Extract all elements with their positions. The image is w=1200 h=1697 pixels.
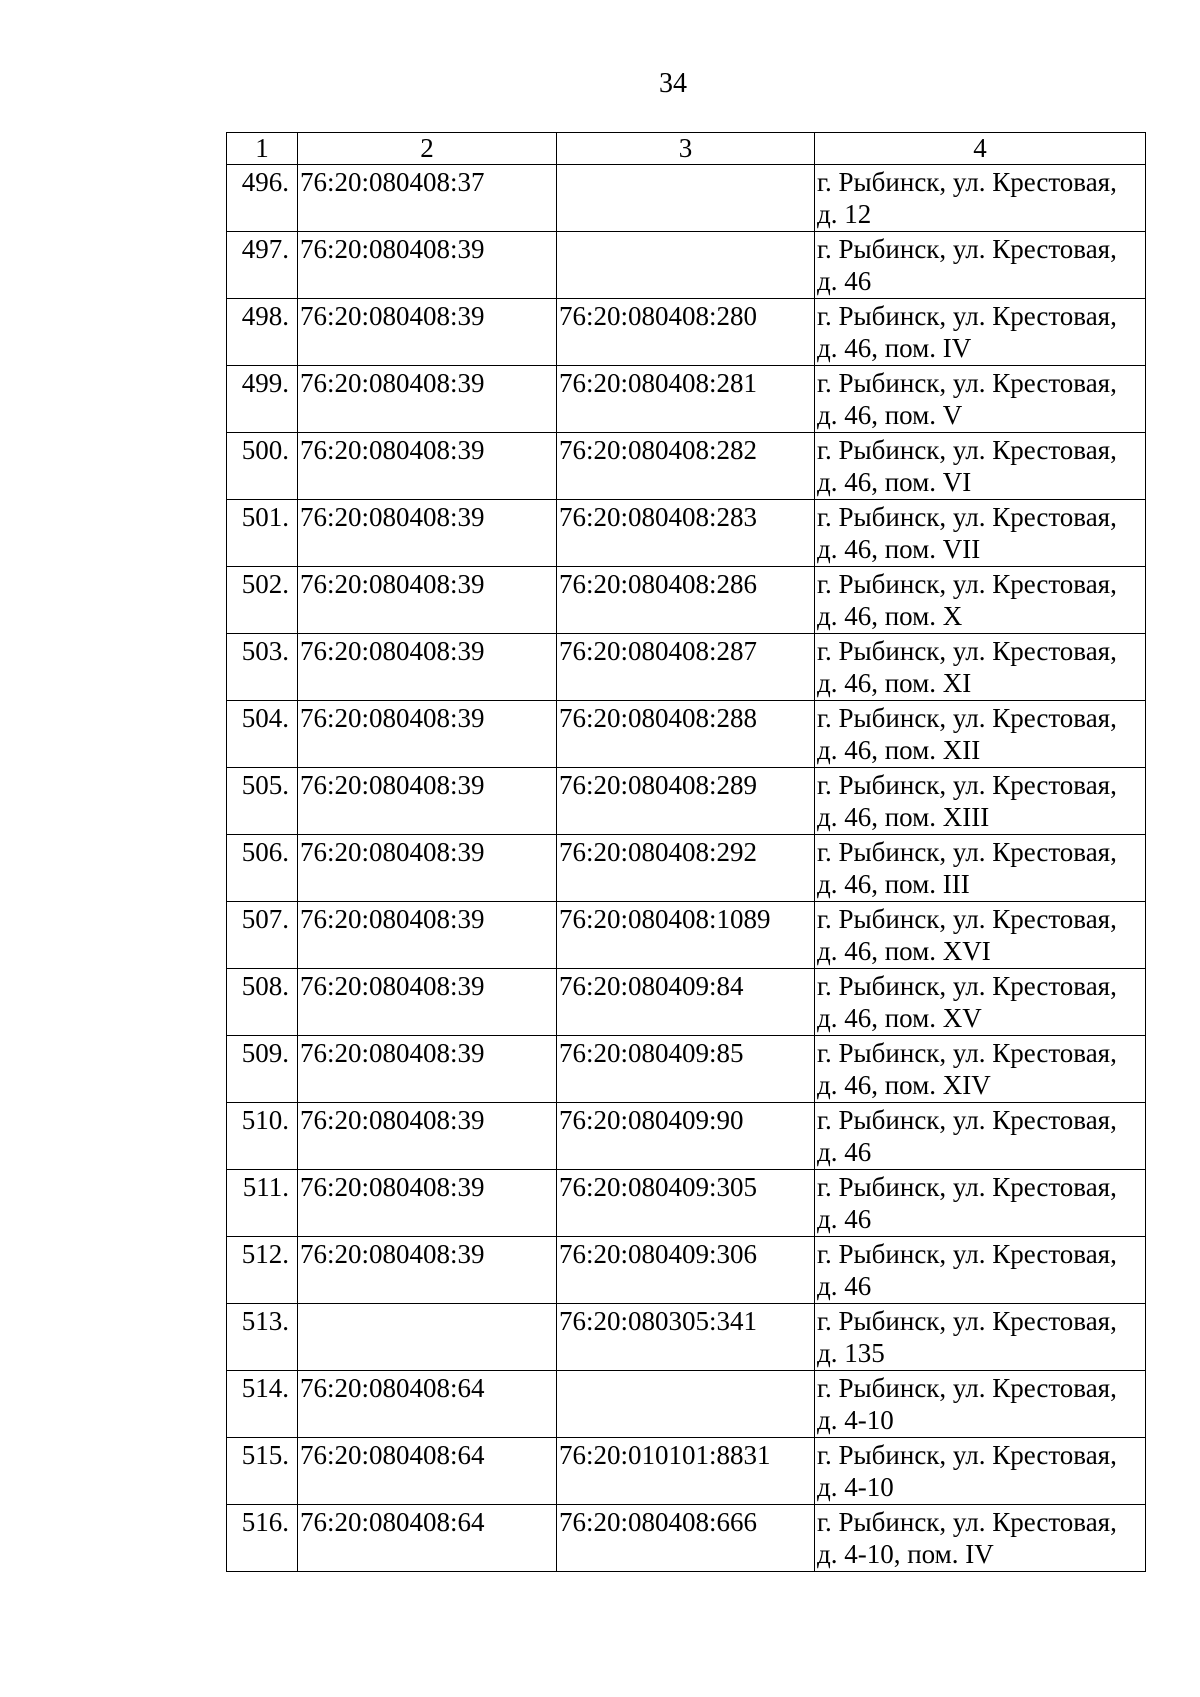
table-row (227, 1438, 1146, 1505)
premises-cadastral-number-cell (557, 1438, 815, 1505)
column-header-1: 1 (227, 133, 298, 165)
cadastral-number-cell-text: 76:20:080408:64 (300, 1507, 485, 1537)
table-row (227, 634, 1146, 701)
premises-cadastral-number-cell (557, 1170, 815, 1237)
cadastral-number-cell-text: 76:20:080408:39 (300, 1172, 485, 1202)
table-row (227, 1103, 1146, 1170)
premises-cadastral-number-cell (557, 1036, 815, 1103)
premises-cadastral-number-cell (557, 500, 815, 567)
address-cell (815, 1438, 1146, 1505)
premises-cadastral-number-cell (557, 232, 815, 299)
address-cell-text: г. Рыбинск, ул. Крестовая, д. 4-10 (817, 1373, 1117, 1435)
address-cell (815, 1036, 1146, 1103)
table-body (227, 133, 1146, 1572)
row-number-cell-text: 498. (241, 301, 289, 331)
cadastral-number-cell (298, 969, 557, 1036)
address-cell (815, 165, 1146, 232)
table-row (227, 1170, 1146, 1237)
address-cell-text: г. Рыбинск, ул. Крестовая, д. 4-10, пом. IV (817, 1507, 1117, 1569)
table-row (227, 366, 1146, 433)
row-number-cell (227, 232, 298, 299)
address-cell (815, 902, 1146, 969)
row-number-cell-text: 513. (241, 1306, 289, 1336)
address-cell (815, 500, 1146, 567)
row-number-cell (227, 1371, 298, 1438)
premises-cadastral-number-cell-text: 76:20:080409:85 (559, 1038, 744, 1068)
cadastral-number-cell-text: 76:20:080408:39 (300, 435, 485, 465)
row-number-cell (227, 902, 298, 969)
address-cell (815, 969, 1146, 1036)
address-cell-text: г. Рыбинск, ул. Крестовая, д. 46 (817, 234, 1117, 296)
premises-cadastral-number-cell-text: 76:20:080409:84 (559, 971, 744, 1001)
address-cell (815, 1304, 1146, 1371)
premises-cadastral-number-cell-text: 76:20:080409:306 (559, 1239, 758, 1269)
cadastral-number-cell-text: 76:20:080408:39 (300, 904, 485, 934)
cadastral-number-cell (298, 1505, 557, 1572)
cadastral-number-cell-text: 76:20:080408:37 (300, 167, 485, 197)
address-cell (815, 701, 1146, 768)
premises-cadastral-number-cell (557, 366, 815, 433)
row-number-cell-text: 516. (241, 1507, 289, 1537)
cadastral-number-cell (298, 1304, 557, 1371)
row-number-cell-text: 496. (241, 167, 289, 197)
table-row (227, 1371, 1146, 1438)
cadastral-number-cell-text: 76:20:080408:64 (300, 1440, 485, 1470)
premises-cadastral-number-cell (557, 1237, 815, 1304)
row-number-cell-text: 502. (241, 569, 289, 599)
row-number-cell (227, 366, 298, 433)
cadastral-number-cell-text: 76:20:080408:39 (300, 1038, 485, 1068)
address-cell (815, 567, 1146, 634)
table-row (227, 165, 1146, 232)
row-number-cell-text: 504. (241, 703, 289, 733)
row-number-cell-text: 497. (241, 234, 289, 264)
address-cell (815, 1237, 1146, 1304)
cadastral-number-cell (298, 165, 557, 232)
premises-cadastral-number-cell-text: 76:20:080408:288 (559, 703, 758, 733)
address-cell-text: г. Рыбинск, ул. Крестовая, д. 46 (817, 1105, 1117, 1167)
premises-cadastral-number-cell-text: 76:20:080408:1089 (559, 904, 771, 934)
cadastral-number-cell (298, 232, 557, 299)
address-cell (815, 1170, 1146, 1237)
table-row (227, 835, 1146, 902)
table-row (227, 299, 1146, 366)
column-header-3: 3 (557, 133, 815, 165)
cadastral-number-cell (298, 902, 557, 969)
row-number-cell (227, 1036, 298, 1103)
table-row (227, 768, 1146, 835)
row-number-cell-text: 512. (241, 1239, 289, 1269)
row-number-cell-text: 499. (241, 368, 289, 398)
column-header-2: 2 (298, 133, 557, 165)
cadastral-number-cell (298, 701, 557, 768)
premises-cadastral-number-cell-text: 76:20:080408:282 (559, 435, 758, 465)
row-number-cell (227, 1438, 298, 1505)
address-cell (815, 835, 1146, 902)
cadastral-number-cell (298, 1170, 557, 1237)
cadastral-number-cell (298, 1237, 557, 1304)
row-number-cell-text: 503. (241, 636, 289, 666)
premises-cadastral-number-cell (557, 1103, 815, 1170)
address-cell-text: г. Рыбинск, ул. Крестовая, д. 46, пом. III (817, 837, 1117, 899)
row-number-cell (227, 1237, 298, 1304)
row-number-cell-text: 507. (241, 904, 289, 934)
premises-cadastral-number-cell-text: 76:20:080408:666 (559, 1507, 758, 1537)
premises-cadastral-number-cell (557, 902, 815, 969)
data-table (226, 132, 1146, 1572)
cadastral-number-cell-text: 76:20:080408:39 (300, 569, 485, 599)
row-number-cell (227, 1103, 298, 1170)
cadastral-number-cell (298, 1438, 557, 1505)
address-cell (815, 768, 1146, 835)
row-number-cell-text: 506. (241, 837, 289, 867)
premises-cadastral-number-cell (557, 165, 815, 232)
row-number-cell-text: 508. (241, 971, 289, 1001)
cadastral-number-cell-text: 76:20:080408:39 (300, 234, 485, 264)
table-row (227, 567, 1146, 634)
premises-cadastral-number-cell-text: 76:20:080409:305 (559, 1172, 758, 1202)
cadastral-number-cell (298, 567, 557, 634)
cadastral-number-cell-text: 76:20:080408:39 (300, 1105, 485, 1135)
row-number-cell-text: 509. (241, 1038, 289, 1068)
cadastral-number-cell-text: 76:20:080408:39 (300, 703, 485, 733)
address-cell (815, 1103, 1146, 1170)
column-header-4: 4 (815, 133, 1146, 165)
row-number-cell (227, 969, 298, 1036)
address-cell-text: г. Рыбинск, ул. Крестовая, д. 12 (817, 167, 1117, 229)
table-row (227, 1505, 1146, 1572)
address-cell-text: г. Рыбинск, ул. Крестовая, д. 46 (817, 1239, 1117, 1301)
cadastral-number-cell-text: 76:20:080408:39 (300, 502, 485, 532)
row-number-cell (227, 634, 298, 701)
page-number: 34 (659, 68, 687, 99)
row-number-cell-text: 514. (241, 1373, 289, 1403)
premises-cadastral-number-cell-text: 76:20:080408:287 (559, 636, 758, 666)
address-cell-text: г. Рыбинск, ул. Крестовая, д. 135 (817, 1306, 1117, 1368)
table-row (227, 701, 1146, 768)
premises-cadastral-number-cell-text: 76:20:080409:90 (559, 1105, 744, 1135)
cadastral-number-cell-text: 76:20:080408:39 (300, 971, 485, 1001)
row-number-cell (227, 1304, 298, 1371)
table-header-row (227, 133, 1146, 165)
address-cell-text: г. Рыбинск, ул. Крестовая, д. 46, пом. VII (817, 502, 1117, 564)
address-cell (815, 433, 1146, 500)
premises-cadastral-number-cell (557, 1505, 815, 1572)
row-number-cell (227, 500, 298, 567)
premises-cadastral-number-cell-text: 76:20:080408:292 (559, 837, 758, 867)
premises-cadastral-number-cell (557, 1371, 815, 1438)
cadastral-number-cell-text: 76:20:080408:39 (300, 636, 485, 666)
table-row (227, 232, 1146, 299)
row-number-cell (227, 835, 298, 902)
row-number-cell (227, 433, 298, 500)
address-cell-text: г. Рыбинск, ул. Крестовая, д. 46, пом. VI (817, 435, 1117, 497)
row-number-cell (227, 701, 298, 768)
table-row (227, 1036, 1146, 1103)
row-number-cell-text: 500. (241, 435, 289, 465)
cadastral-number-cell-text: 76:20:080408:39 (300, 368, 485, 398)
row-number-cell-text: 511. (242, 1172, 289, 1202)
address-cell-text: г. Рыбинск, ул. Крестовая, д. 46, пом. XII (817, 703, 1117, 765)
address-cell (815, 299, 1146, 366)
row-number-cell (227, 768, 298, 835)
address-cell (815, 634, 1146, 701)
address-cell (815, 1371, 1146, 1438)
address-cell-text: г. Рыбинск, ул. Крестовая, д. 46 (817, 1172, 1117, 1234)
premises-cadastral-number-cell (557, 634, 815, 701)
premises-cadastral-number-cell-text: 76:20:080408:280 (559, 301, 758, 331)
table-row (227, 1237, 1146, 1304)
address-cell-text: г. Рыбинск, ул. Крестовая, д. 46, пом. XIV (817, 1038, 1117, 1100)
address-cell-text: г. Рыбинск, ул. Крестовая, д. 46, пом. X (817, 569, 1117, 631)
address-cell-text: г. Рыбинск, ул. Крестовая, д. 46, пом. V (817, 368, 1117, 430)
cadastral-number-cell (298, 366, 557, 433)
address-cell (815, 232, 1146, 299)
premises-cadastral-number-cell (557, 567, 815, 634)
premises-cadastral-number-cell (557, 433, 815, 500)
row-number-cell (227, 567, 298, 634)
row-number-cell-text: 501. (241, 502, 289, 532)
cadastral-number-cell (298, 835, 557, 902)
premises-cadastral-number-cell (557, 969, 815, 1036)
address-cell (815, 1505, 1146, 1572)
cadastral-number-cell (298, 299, 557, 366)
table-row (227, 1304, 1146, 1371)
premises-cadastral-number-cell-text: 76:20:010101:8831 (559, 1440, 771, 1470)
premises-cadastral-number-cell-text: 76:20:080305:341 (559, 1306, 758, 1336)
premises-cadastral-number-cell (557, 835, 815, 902)
premises-cadastral-number-cell (557, 299, 815, 366)
row-number-cell-text: 510. (241, 1105, 289, 1135)
address-cell-text: г. Рыбинск, ул. Крестовая, д. 4-10 (817, 1440, 1117, 1502)
cadastral-number-cell (298, 634, 557, 701)
cadastral-number-cell (298, 1371, 557, 1438)
row-number-cell (227, 165, 298, 232)
address-cell (815, 366, 1146, 433)
premises-cadastral-number-cell-text: 76:20:080408:289 (559, 770, 758, 800)
cadastral-number-cell (298, 500, 557, 567)
row-number-cell-text: 505. (241, 770, 289, 800)
address-cell-text: г. Рыбинск, ул. Крестовая, д. 46, пом. XV (817, 971, 1117, 1033)
cadastral-number-cell-text: 76:20:080408:64 (300, 1373, 485, 1403)
premises-cadastral-number-cell (557, 701, 815, 768)
row-number-cell (227, 1170, 298, 1237)
cadastral-number-cell (298, 768, 557, 835)
cadastral-number-cell (298, 1103, 557, 1170)
table-row (227, 500, 1146, 567)
cadastral-number-cell-text: 76:20:080408:39 (300, 837, 485, 867)
row-number-cell (227, 299, 298, 366)
table-row (227, 969, 1146, 1036)
address-cell-text: г. Рыбинск, ул. Крестовая, д. 46, пом. XVI (817, 904, 1117, 966)
row-number-cell-text: 515. (241, 1440, 289, 1470)
cadastral-number-cell-text: 76:20:080408:39 (300, 1239, 485, 1269)
cadastral-number-cell-text: 76:20:080408:39 (300, 770, 485, 800)
premises-cadastral-number-cell-text: 76:20:080408:283 (559, 502, 758, 532)
address-cell-text: г. Рыбинск, ул. Крестовая, д. 46, пом. XIII (817, 770, 1117, 832)
premises-cadastral-number-cell (557, 1304, 815, 1371)
cadastral-number-cell-text: 76:20:080408:39 (300, 301, 485, 331)
premises-cadastral-number-cell (557, 768, 815, 835)
cadastral-number-cell (298, 433, 557, 500)
table-row (227, 433, 1146, 500)
address-cell-text: г. Рыбинск, ул. Крестовая, д. 46, пом. XI (817, 636, 1117, 698)
premises-cadastral-number-cell-text: 76:20:080408:281 (559, 368, 758, 398)
address-cell-text: г. Рыбинск, ул. Крестовая, д. 46, пом. IV (817, 301, 1117, 363)
premises-cadastral-number-cell-text: 76:20:080408:286 (559, 569, 758, 599)
table-row (227, 902, 1146, 969)
cadastral-number-cell (298, 1036, 557, 1103)
row-number-cell (227, 1505, 298, 1572)
